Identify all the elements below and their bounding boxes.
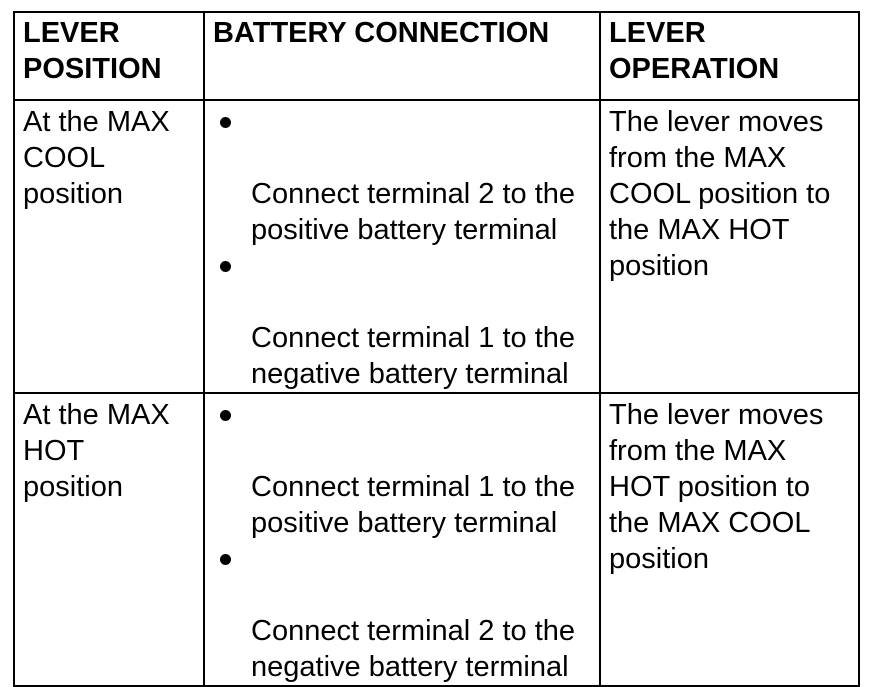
header-battery-connection (204, 12, 600, 100)
battery-connection-step: Connect terminal 2 to the positive battery terminal (251, 178, 576, 246)
lever-operation-text: The lever moves from the MAX COOL position to the MAX HOT position (609, 106, 831, 282)
cell-battery-connection (204, 393, 600, 686)
lever-operation-table (13, 11, 860, 687)
list-item (213, 397, 591, 541)
cell-battery-connection (204, 100, 600, 393)
table-row (14, 100, 859, 393)
bullet-icon (220, 410, 231, 421)
lever-position-text: At the MAX COOL position (23, 106, 170, 210)
cell-lever-position (14, 100, 204, 393)
battery-connection-step: Connect terminal 1 to the negative battery terminal (251, 322, 576, 390)
header-lever-operation-text: LEVER OPERATION (609, 17, 780, 85)
bullet-icon (220, 117, 231, 128)
battery-connection-list (213, 397, 591, 685)
bullet-icon (220, 554, 231, 565)
cell-lever-operation (600, 100, 859, 393)
header-battery-connection-text: BATTERY CONNECTION (213, 17, 550, 49)
lever-position-text: At the MAX HOT position (23, 399, 170, 503)
header-row (14, 12, 859, 100)
battery-connection-step: Connect terminal 2 to the negative battery terminal (251, 615, 576, 683)
list-item (213, 248, 591, 392)
battery-connection-list (213, 104, 591, 392)
battery-connection-step: Connect terminal 1 to the positive battery terminal (251, 471, 576, 539)
header-lever-position (14, 12, 204, 100)
cell-lever-operation (600, 393, 859, 686)
list-item (213, 541, 591, 685)
table-row (14, 393, 859, 686)
cell-lever-position (14, 393, 204, 686)
header-lever-position-text: LEVER POSITION (23, 17, 162, 85)
header-lever-operation (600, 12, 859, 100)
list-item (213, 104, 591, 248)
lever-operation-text: The lever moves from the MAX HOT position to the MAX COOL position (609, 399, 824, 575)
bullet-icon (220, 261, 231, 272)
